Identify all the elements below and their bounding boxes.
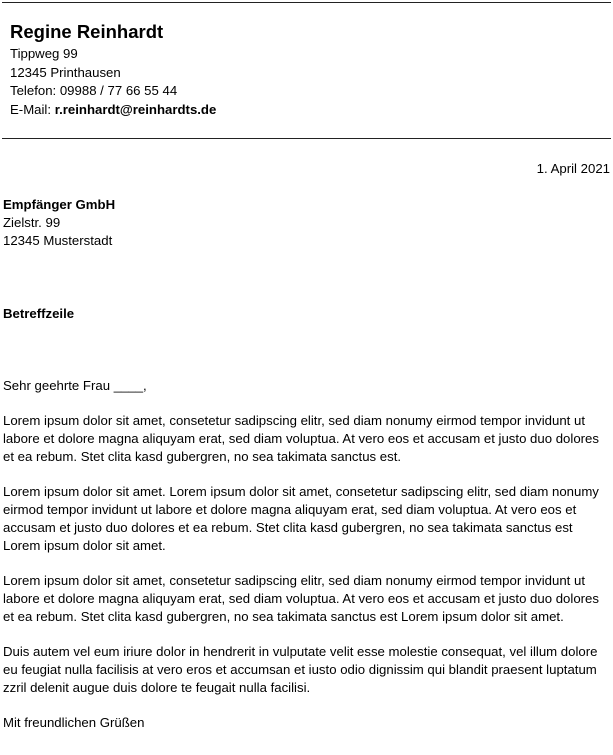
body-paragraph: Lorem ipsum dolor sit amet, consetetur sadipscing elitr, sed diam nonumy eirmod tempor invidunt ut labore et dolore magna aliquyam erat, sed diam voluptua. At vero eos et accusam et justo duo dolores et ea rebum. Stet clita kasd gubergren, no sea takimata sanctus est. (3, 413, 599, 464)
recipient-street: Zielstr. 99 (3, 215, 61, 230)
body-paragraph: Duis autem vel eum iriure dolor in hendrerit in vulputate velit esse molestie consequat, vel illum dolore eu feugiat nulla facilisis at vero eros et accumsan et iusto odio dignissim qui blandit praesent luptatum zzril delenit augue duis dolore te feugait nulla facilisi. (3, 644, 598, 695)
sender-email-label: E-Mail: (10, 101, 55, 117)
closing: Mit freundlichen Grüßen (3, 715, 145, 730)
header-divider (2, 138, 611, 139)
subject-line: Betreffzeile (3, 306, 75, 321)
sender-email: r.reinhardt@reinhardts.de (54, 101, 217, 117)
sender-city: 12345 Printhausen (10, 64, 121, 80)
recipient-name: Empfänger GmbH (3, 197, 116, 212)
sender-street: Tippweg 99 (10, 46, 78, 61)
letter-date: 1. April 2021 (536, 161, 610, 176)
body-paragraph: Lorem ipsum dolor sit amet. Lorem ipsum dolor sit amet, consetetur sadipscing elitr, sed diam nonumy eirmod tempor invidunt ut labore et dolore magna aliquyam erat, sed diam voluptua. At vero eos et accusam et justo duo dolores et ea rebum. Stet clita kasd gubergren, no sea takimata sanctus est Lorem ipsum dolor sit amet. (3, 484, 599, 553)
letter-body (3, 377, 610, 732)
recipient-city: 12345 Musterstadt (3, 233, 113, 248)
salutation: Sehr geehrte Frau ____, (3, 378, 147, 393)
recipient-block (3, 196, 115, 250)
top-divider (2, 2, 611, 3)
sender-phone: Telefon: 09988 / 77 66 55 44 (10, 83, 178, 98)
sender-name: Regine Reinhardt (10, 21, 164, 42)
sender-email-line (10, 101, 216, 120)
body-paragraph: Lorem ipsum dolor sit amet, consetetur sadipscing elitr, sed diam nonumy eirmod tempor invidunt ut labore et dolore magna aliquyam erat, sed diam voluptua. At vero eos et accusam et justo duo dolores et ea rebum. Stet clita kasd gubergren, no sea takimata sanctus est Lorem ipsum dolor sit amet. (3, 573, 599, 624)
sender-block (10, 20, 216, 119)
